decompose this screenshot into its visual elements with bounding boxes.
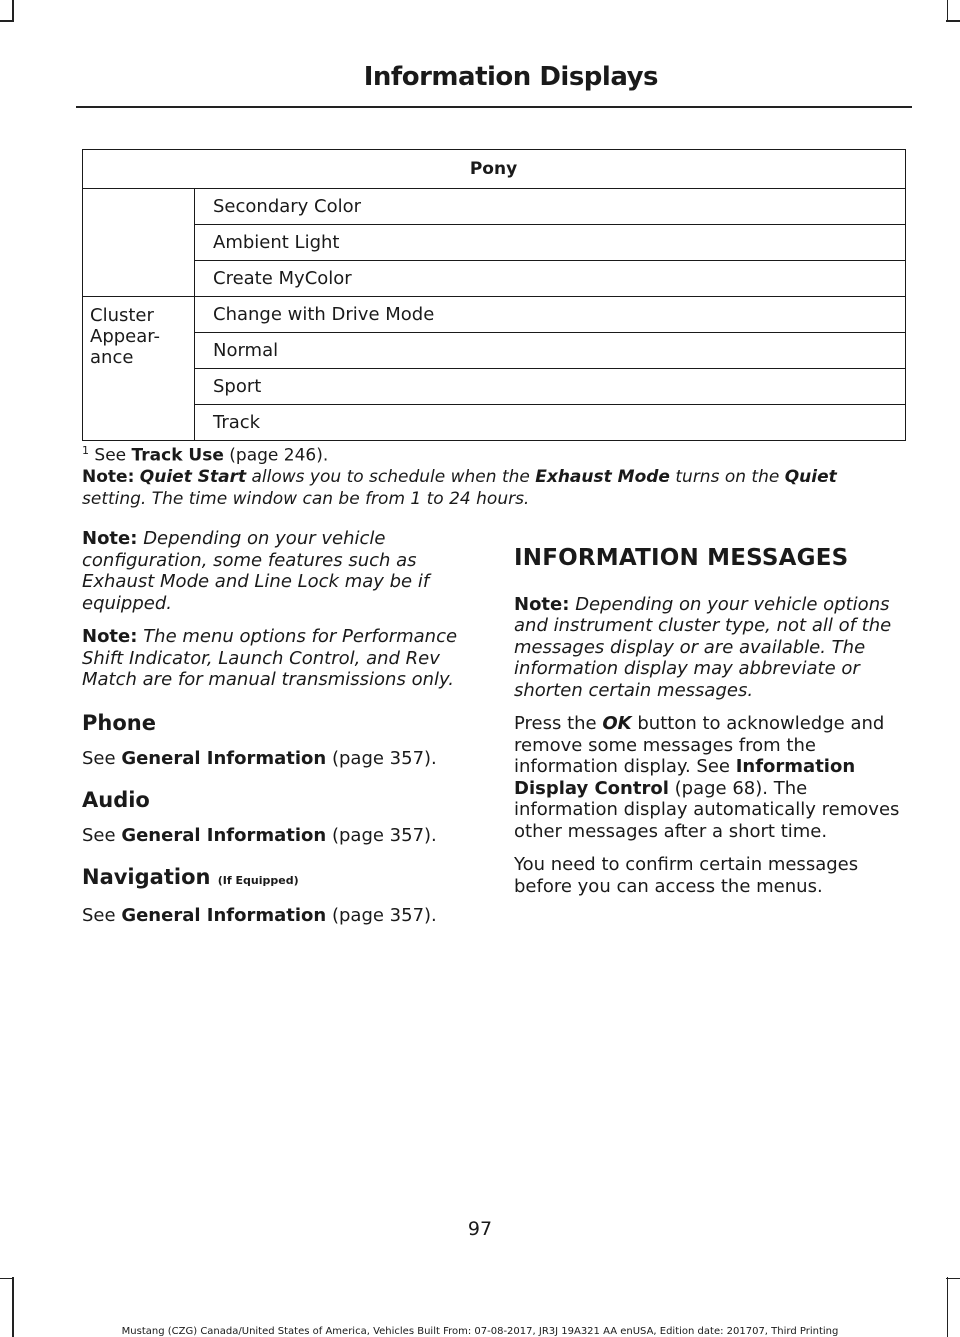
audio-heading: Audio bbox=[82, 787, 150, 812]
crop-mark bbox=[0, 1278, 14, 1280]
phone-see: See General Information (page 357). bbox=[82, 748, 437, 769]
table-option: Secondary Color bbox=[195, 189, 906, 225]
table-option: Track bbox=[195, 405, 906, 441]
track-use-link[interactable]: Track Use bbox=[131, 445, 224, 466]
crop-mark bbox=[947, 0, 949, 22]
left-column bbox=[82, 528, 482, 939]
table-heading: Pony bbox=[83, 150, 906, 189]
information-display-control-link[interactable]: Information Display Control bbox=[514, 756, 856, 799]
audio-see: See General Information (page 357). bbox=[82, 825, 437, 846]
crop-mark bbox=[946, 1278, 960, 1280]
table-option: Normal bbox=[195, 333, 906, 369]
confirm-messages-paragraph: You need to confirm certain messages before you can access the menus. bbox=[514, 854, 859, 897]
document-footer: Mustang (CZG) Canada/United States of America, Vehicles Built From: 07-08-2017, JR3J 19A321 AA enUSA, Edition date: 201707, Third Printing bbox=[121, 1326, 839, 1337]
general-information-link[interactable]: General Information bbox=[121, 748, 327, 769]
crop-mark bbox=[12, 0, 14, 22]
table-option: Create MyColor bbox=[195, 261, 906, 297]
navigation-see: See General Information (page 357). bbox=[82, 905, 437, 926]
table-option: Sport bbox=[195, 369, 906, 405]
table-row-label: Cluster Appear-ance bbox=[83, 297, 195, 441]
page-number: 97 bbox=[467, 1218, 493, 1240]
table-footnote: $^1$ See Track Use (page 246). bbox=[82, 444, 329, 466]
information-messages-heading: INFORMATION MESSAGES bbox=[514, 545, 849, 571]
navigation-heading: Navigation (If Equipped) bbox=[82, 864, 299, 889]
table-row-label bbox=[83, 189, 195, 297]
settings-table bbox=[82, 149, 906, 441]
ok-button-paragraph: Press the OK button to acknowledge and remove some messages from the information display. See Information Display Control (page 68). The information display automatically removes other messages after a short time. bbox=[514, 713, 900, 842]
messages-note: Note: Depending on your vehicle options and instrument cluster type, not all of the messages display or are available. The information display may abbreviate or shorten certain messages. bbox=[514, 593, 892, 701]
phone-heading: Phone bbox=[82, 710, 156, 735]
crop-mark bbox=[946, 20, 960, 22]
general-information-link[interactable]: General Information bbox=[121, 905, 327, 926]
general-information-link[interactable]: General Information bbox=[121, 825, 327, 846]
table-option: Change with Drive Mode bbox=[195, 297, 906, 333]
table-option: Ambient Light bbox=[195, 225, 906, 261]
note-manual-transmission: Note: The menu options for Performance Shift Indicator, Launch Control, and Rev Match are for manual transmissions only. bbox=[82, 626, 458, 690]
quiet-start-note: Note: Quiet Start allows you to schedule when the Exhaust Mode turns on the Quiet setting. The time window can be from 1 to 24 hours. bbox=[82, 467, 837, 509]
note-configuration: Note: Depending on your vehicle configuration, some features such as Exhaust Mode and Line Lock may be if equipped. bbox=[82, 528, 430, 614]
page-title: Information Displays bbox=[363, 62, 658, 92]
crop-mark bbox=[0, 20, 14, 22]
right-column bbox=[514, 545, 908, 909]
header-divider bbox=[76, 106, 912, 108]
